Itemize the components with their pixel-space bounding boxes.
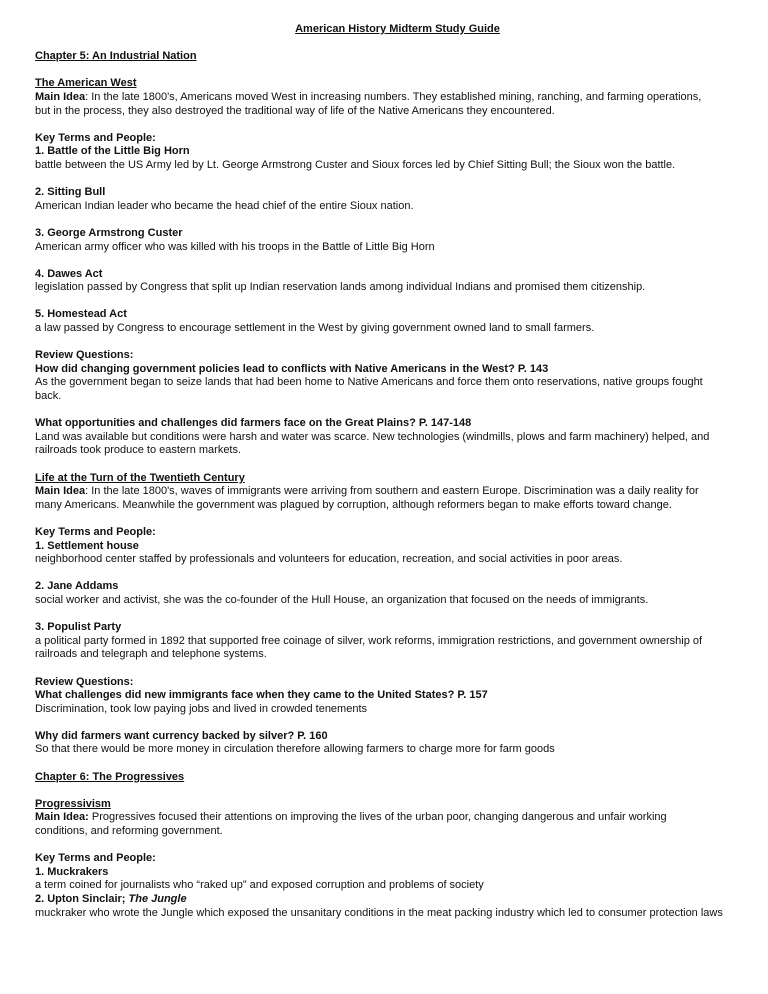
content-block [35,227,760,254]
blank-line [35,295,760,309]
section-heading: Chapter 5: An Industrial Nation [35,50,197,63]
content-block [35,771,760,785]
bold-term: Key Terms and People: [35,131,156,144]
body-text: a political party formed in 1892 that supported free coinage of silver, work reforms, immigration restrictions, and government ownership of [35,634,703,647]
bold-term: 5. Homestead Act [35,308,127,321]
blank-line [35,567,760,581]
bold-term: How did changing government policies lead to conflicts with Native Americans in the West? P. 143 [35,362,549,375]
bold-term: 3. George Armstrong Custer [35,226,183,239]
main-idea [35,91,760,105]
section-heading: Progressivism [35,797,111,810]
bold-term: Review Questions: [35,349,134,362]
content-block [35,621,760,662]
content-block [35,308,760,335]
body-text: railroads and telegraph and telephone systems. [35,648,267,661]
content-block [35,676,760,717]
body-text: a term coined for journalists who “raked up” and exposed corruption and problems of society [35,879,484,892]
blank-line [35,608,760,622]
bold-term: 1. Battle of the Little Big Horn [35,145,190,158]
bold-term [35,893,760,907]
study-guide-document [35,23,760,920]
body-text: legislation passed by Congress that split up Indian reservation lands among individual Indians and promised them citizenship. [35,281,646,294]
bold-term: 3. Populist Party [35,621,122,634]
body-text: railroads took produce to eastern markets. [35,444,242,457]
main-idea-label: Main Idea [35,485,86,498]
body-text: many Americans. Meanwhile the government was plagued by corruption, although reformers began to make efforts toward change. [35,498,672,511]
content-block [35,77,760,118]
bold-term: What challenges did new immigrants face when they came to the United States? P. 157 [35,689,488,702]
main-idea-text: Progressives focused their attentions on improving the lives of the urban poor, changing dangerous and unfair working [88,811,667,824]
body-text: battle between the US Army led by Lt. George Armstrong Custer and Sioux forces led by Chief Sitting Bull; the Sioux won the battle. [35,158,676,171]
bold-term: 4. Dawes Act [35,267,103,280]
section-heading: Life at the Turn of the Twentieth Century [35,471,245,484]
body-text: but in the process, they also destroyed the traditional way of life of the Native Americans they encountered. [35,104,555,117]
body-text: As the government began to seize lands that had been home to Native Americans and force them onto reservations, native groups fought [35,376,703,389]
blank-line [35,662,760,676]
content-block [35,50,760,64]
content-block [35,268,760,295]
content-block [35,580,760,607]
blank-line [35,254,760,268]
section-heading: Chapter 6: The Progressives [35,770,185,783]
content-block [35,526,760,567]
blank-line [35,118,760,132]
body-text: conditions, and reforming government. [35,825,223,838]
term-name: 2. Upton Sinclair; [35,893,129,905]
body-text: So that there would be more money in circulation therefore allowing farmers to charge more for farm goods [35,743,555,756]
book-title: The Jungle [128,893,187,905]
content-block [35,798,760,839]
main-idea-colon: : [85,90,89,103]
content-block [35,132,760,173]
blank-line [35,336,760,350]
blank-line [35,839,760,853]
main-idea-text: In the late 1800's, Americans moved West in increasing numbers. They established mining, ranching, and farming operations, [88,90,702,103]
bold-term: 2. Sitting Bull [35,186,106,199]
body-text: neighborhood center staffed by professionals and volunteers for education, recreation, and social activities in poor areas. [35,553,623,566]
content-block [35,186,760,213]
blank-line [35,512,760,526]
document-title: American History Midterm Study Guide [295,23,500,35]
bold-term: Why did farmers want currency backed by silver? P. 160 [35,729,328,742]
blank-line [35,458,760,472]
blank-line [35,37,760,51]
blank-line [35,716,760,730]
content-block [35,417,760,458]
main-idea-colon: : [85,485,89,498]
content-block [35,730,760,757]
content-block [35,472,760,513]
main-idea-label: Main Idea [35,90,86,103]
main-idea [35,811,760,825]
section-heading: The American West [35,77,137,90]
body-text: muckraker who wrote the Jungle which exposed the unsanitary conditions in the meat packing industry which led to consumer protection laws [35,906,723,919]
body-text: American Indian leader who became the head chief of the entire Sioux nation. [35,199,414,212]
body-text: back. [35,390,62,403]
bold-term: Key Terms and People: [35,525,156,538]
blank-line [35,213,760,227]
content-block [35,349,760,403]
main-idea-text: In the late 1800's, waves of immigrants were arriving from southern and eastern Europe. Discrimination was a daily reality for [88,485,699,498]
blank-line [35,64,760,78]
content-block [35,852,760,920]
bold-term: 2. Jane Addams [35,580,119,593]
document-body [35,37,760,921]
blank-line [35,757,760,771]
body-text: social worker and activist, she was the co-founder of the Hull House, an organization that focused on the needs of immigrants. [35,593,649,606]
body-text: American army officer who was killed with his troops in the Battle of Little Big Horn [35,240,435,253]
bold-term: 1. Muckrakers [35,865,109,878]
body-text: a law passed by Congress to encourage settlement in the West by giving government owned land to small farmers. [35,322,595,335]
blank-line [35,173,760,187]
blank-line [35,784,760,798]
bold-term: Review Questions: [35,675,134,688]
body-text: Land was available but conditions were harsh and water was scarce. New technologies (windmills, plows and farm machinery) helped, and [35,430,710,443]
bold-term: Key Terms and People: [35,852,156,865]
main-idea [35,485,760,499]
body-text: Discrimination, took low paying jobs and lived in crowded tenements [35,702,368,715]
bold-term: What opportunities and challenges did farmers face on the Great Plains? P. 147-148 [35,417,472,430]
main-idea-label: Main Idea: [35,811,89,824]
bold-term: 1. Settlement house [35,539,139,552]
blank-line [35,404,760,418]
